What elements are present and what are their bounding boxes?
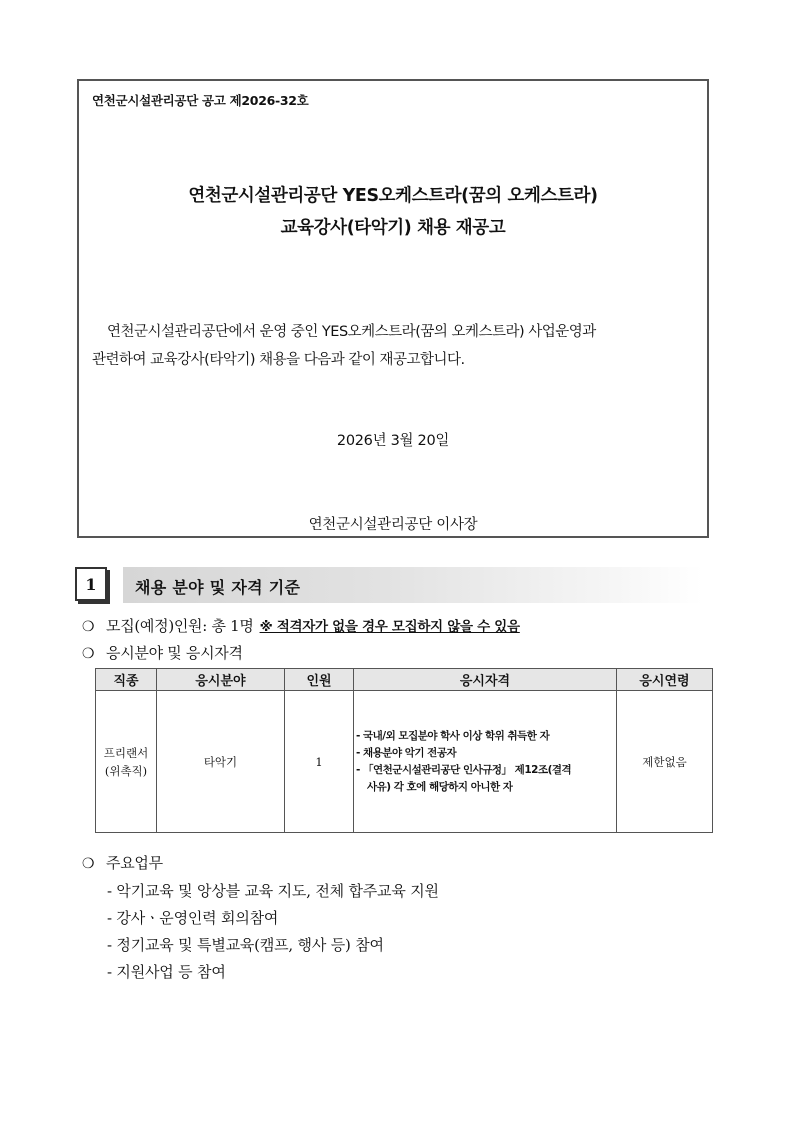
job-type-line-2: (위촉직)	[104, 763, 148, 778]
header-headcount: 인원	[285, 669, 354, 691]
eligibility-label: 응시분야 및 응시자격	[106, 644, 243, 662]
duty-item: - 악기교육 및 앙상블 교육 지도, 전체 합주교육 지원	[107, 882, 439, 900]
notice-signer: 연천군시설관리공단 이사장	[308, 517, 478, 533]
qualification-item: - 「연천군시설관리공단 인사규정」 제12조(결격	[356, 763, 572, 776]
body-line-2: 관련하여 교육강사(타악기) 채용을 다음과 같이 재공고합니다.	[92, 352, 465, 368]
cell-job-type	[96, 691, 157, 833]
cell-headcount: 1	[285, 691, 354, 833]
duty-item: - 강사ㆍ운영인력 회의참여	[107, 909, 279, 927]
qualification-item-continued: 사유) 각 호에 해당하지 아니한 자	[367, 780, 513, 793]
eligibility-line	[82, 642, 243, 663]
cell-qualifications	[354, 691, 617, 833]
duty-item: - 정기교육 및 특별교육(캠프, 행사 등) 참여	[107, 936, 384, 954]
header-field: 응시분야	[157, 669, 285, 691]
duty-item: - 지원사업 등 참여	[107, 963, 226, 981]
title-line-2: 교육강사(타악기) 채용 재공고	[280, 218, 506, 238]
section-number: 1	[75, 567, 107, 601]
table-row	[96, 691, 713, 833]
notice-box	[77, 79, 709, 538]
header-qualifications: 응시자격	[354, 669, 617, 691]
circle-bullet-icon: ❍	[82, 619, 95, 635]
circle-bullet-icon: ❍	[82, 856, 95, 872]
recruit-count-line	[82, 615, 520, 636]
duties-label: 주요업무	[106, 854, 163, 872]
notice-date: 2026년 3월 20일	[336, 433, 450, 449]
qualification-item: - 국내/외 모집분야 학사 이상 학위 취득한 자	[356, 729, 550, 742]
recruit-count-label: 모집(예정)인원: 총 1명	[106, 617, 254, 635]
section-title: 채용 분야 및 자격 기준	[135, 578, 301, 597]
cell-field: 타악기	[157, 691, 285, 833]
header-job-type: 직종	[96, 669, 157, 691]
cell-age: 제한없음	[617, 691, 713, 833]
recruit-notice: ※ 적격자가 없을 경우 모집하지 않을 수 있음	[259, 619, 520, 635]
job-type-line-1: 프리랜서	[103, 745, 149, 760]
table-header-row	[96, 669, 713, 691]
body-line-1: 연천군시설관리공단에서 운영 중인 YES오케스트라(꿈의 오케스트라) 사업운영과	[107, 324, 596, 340]
section-header-bar	[123, 567, 703, 603]
duties-line	[82, 852, 163, 873]
announcement-number: 연천군시설관리공단 공고 제2026-32호	[92, 93, 309, 108]
header-age: 응시연령	[617, 669, 713, 691]
title-line-1: 연천군시설관리공단 YES오케스트라(꿈의 오케스트라)	[188, 186, 598, 206]
qualification-item: - 채용분야 악기 전공자	[356, 746, 457, 759]
circle-bullet-icon: ❍	[82, 646, 95, 662]
eligibility-table	[95, 668, 713, 833]
